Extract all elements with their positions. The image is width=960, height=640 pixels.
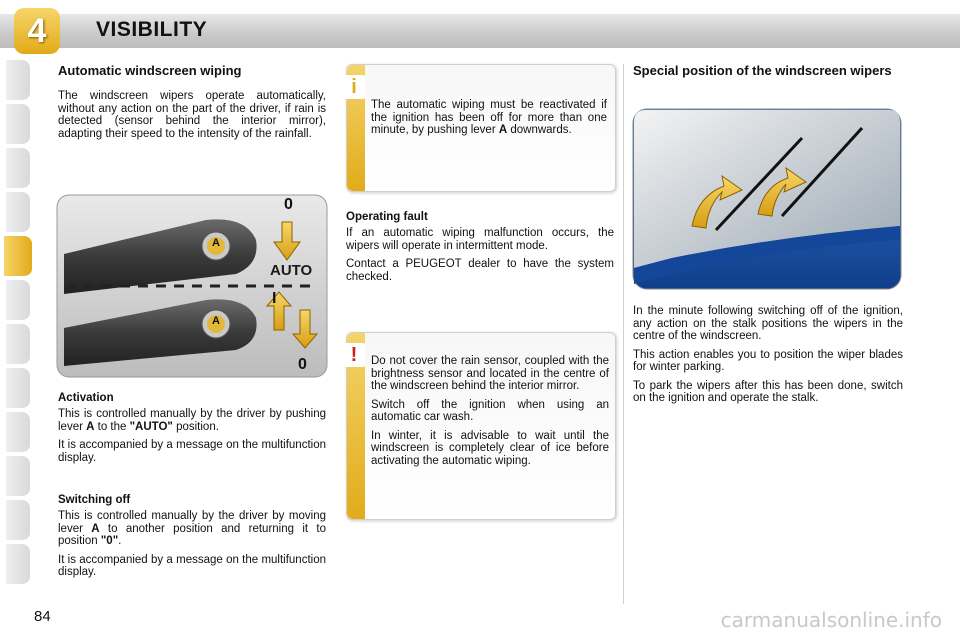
chapter-tab[interactable] xyxy=(6,192,30,233)
chapter-tab[interactable] xyxy=(6,456,30,497)
column-divider xyxy=(623,64,624,604)
warning-paragraph: In winter, it is advisable to wait until the windscreen is completely clear of ice before activating the automatic wiping. xyxy=(371,429,609,467)
figure-label-position-0: 0 xyxy=(284,196,293,213)
chapter-tab-rail xyxy=(0,60,32,580)
activation-note: It is accompanied by a message on the multifunction display. xyxy=(58,439,326,464)
warning-icon: ! xyxy=(343,343,365,367)
activation-heading: Activation xyxy=(58,392,114,404)
special-position-paragraph: In the minute following switching off of the ignition, any action on the stalk positions the wipers in the centre of the windscreen. xyxy=(633,305,903,342)
figure-label-lever-a: A xyxy=(212,315,220,327)
switching-off-paragraph: This is controlled manually by the driver by moving lever A to another position and returning it to position "0". xyxy=(58,510,327,547)
stalk-figure xyxy=(56,194,328,378)
chapter-badge: 4 xyxy=(14,8,60,54)
info-box-text: The automatic wiping must be reactivated if the ignition has been off for more than one minute, by pushing lever A downwards. xyxy=(371,99,607,136)
chapter-tab[interactable] xyxy=(6,368,30,409)
operating-fault-contact: Contact a PEUGEOT dealer to have the system checked. xyxy=(346,258,614,283)
warning-paragraph: Switch off the ignition when using an automatic car wash. xyxy=(371,398,609,423)
page-number: 84 xyxy=(34,608,51,625)
info-icon: i xyxy=(343,75,365,99)
chapter-tab[interactable] xyxy=(6,412,30,453)
activation-paragraph: This is controlled manually by the driver by pushing lever A to the "AUTO" position. xyxy=(58,408,326,433)
figure-label-auto: AUTO xyxy=(270,262,313,279)
chapter-tab[interactable] xyxy=(6,544,30,585)
page-title: VISIBILITY xyxy=(96,18,208,41)
chapter-tab[interactable] xyxy=(6,148,30,189)
special-position-paragraph: This action enables you to position the wiper blades for winter parking. xyxy=(633,348,903,373)
watermark: carmanualsonline.info xyxy=(720,608,942,632)
warning-box xyxy=(346,332,616,520)
operating-fault-heading: Operating fault xyxy=(346,211,428,223)
section-heading-automatic-wiping: Automatic windscreen wiping xyxy=(58,63,242,78)
operating-fault-paragraph: If an automatic wiping malfunction occurs, the wipers will operate in intermittent mode. xyxy=(346,227,614,252)
chapter-tab[interactable] xyxy=(6,324,30,365)
special-position-paragraph: To park the wipers after this has been done, switch on the ignition and operate the stalk. xyxy=(633,379,903,404)
figure-label-position-0: 0 xyxy=(298,356,307,373)
windscreen-figure xyxy=(632,108,902,290)
chapter-tab[interactable] xyxy=(6,60,30,101)
intro-paragraph: The windscreen wipers operate automatically, without any action on the part of the driver, if rain is detected (sensor behind the interior mirror), adapting their speed to the intensity of the rainfall. xyxy=(58,90,326,140)
chapter-tab-active[interactable] xyxy=(4,236,32,277)
switching-off-heading: Switching off xyxy=(58,494,131,506)
info-box xyxy=(346,64,616,192)
chapter-tab[interactable] xyxy=(6,500,30,541)
chapter-tab[interactable] xyxy=(6,104,30,145)
figure-label-position-i: I xyxy=(272,290,277,307)
chapter-tab[interactable] xyxy=(6,280,30,321)
figure-label-lever-a: A xyxy=(212,237,220,249)
switching-off-note: It is accompanied by a message on the multifunction display. xyxy=(58,553,326,578)
warning-paragraph: Do not cover the rain sensor, coupled with the brightness sensor and located in the centre of the windscreen behind the interior mirror. xyxy=(371,355,609,392)
section-heading-special-position: Special position of the windscreen wipers xyxy=(633,63,892,78)
